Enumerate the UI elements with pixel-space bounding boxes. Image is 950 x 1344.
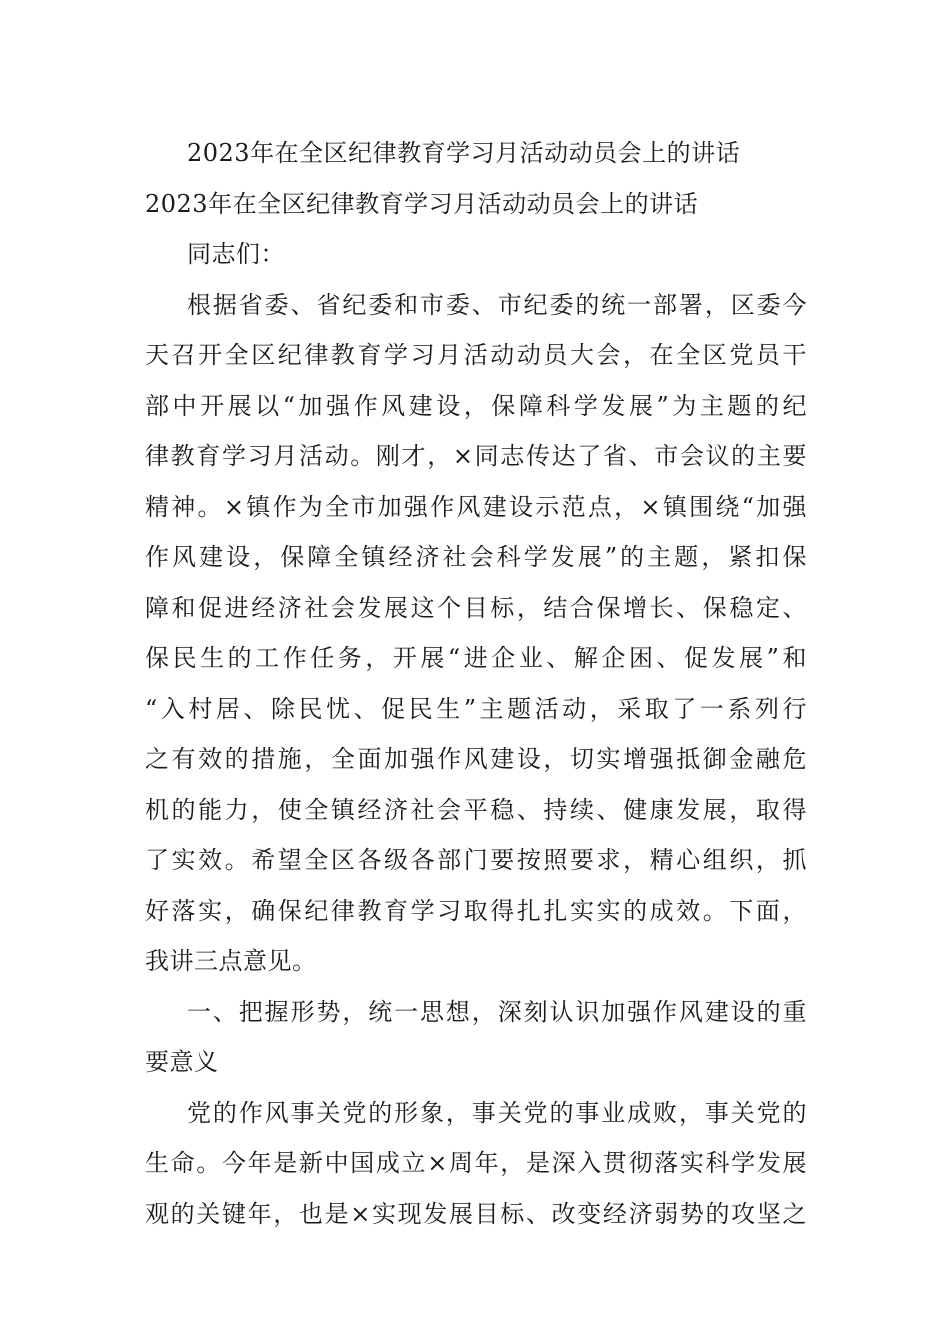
paragraph-line: 生命。今年是新中国成立×周年，是深入贯彻落实科学发展: [145, 1149, 807, 1177]
paragraph-line: 了实效。希望全区各级各部门要按照要求，精心组织，抓: [145, 846, 807, 874]
paragraph-line: 障和促进经济社会发展这个目标，结合保增长、保稳定、: [145, 593, 807, 622]
document-title-repeat: 2023年在全区纪律教育学习月活动动员会上的讲话: [145, 189, 699, 218]
paragraph-line: 保民生的工作任务，开展“进企业、解企困、促发展”和: [145, 644, 807, 672]
paragraph-line: 作风建设，保障全镇经济社会科学发展”的主题，紧扣保: [145, 543, 807, 571]
document-title: 2023年在全区纪律教育学习月活动动员会上的讲话: [187, 139, 741, 167]
section-heading-1: [145, 987, 807, 1088]
paragraph-line: 我讲三点意见。: [145, 947, 317, 975]
paragraph-line: 机的能力，使全镇经济社会平稳、持续、健康发展，取得: [145, 795, 807, 824]
paragraph-line: 之有效的措施，全面加强作风建设，切实增强抵御金融危: [145, 745, 807, 773]
paragraph-line: 观的关键年，也是×实现发展目标、改变经济弱势的攻坚之: [145, 1199, 807, 1228]
paragraph-line: 精神。×镇作为全市加强作风建设示范点，×镇围绕“加强: [145, 492, 807, 521]
heading-line: 要意义: [145, 1048, 219, 1076]
document-page: [145, 128, 807, 1239]
paragraph-line: 根据省委、省纪委和市委、市纪委的统一部署，区委今: [187, 290, 807, 319]
paragraph-line: 天召开全区纪律教育学习月活动动员大会，在全区党员干: [145, 341, 807, 369]
paragraph-line: 党的作风事关党的形象，事关党的事业成败，事关党的: [187, 1098, 807, 1127]
paragraph-line: 好落实，确保纪律教育学习取得扎扎实实的成效。下面，: [145, 896, 807, 925]
paragraph-section-1: [145, 1088, 807, 1240]
paragraph-line: 部中开展以“加强作风建设，保障科学发展”为主题的纪: [145, 391, 807, 420]
paragraph-intro: [145, 280, 807, 987]
paragraph-line: 律教育学习月活动。刚才，×同志传达了省、市会议的主要: [145, 442, 807, 470]
paragraph-line: “入村居、除民忧、促民生”主题活动，采取了一系列行: [145, 694, 807, 723]
salutation: 同志们：: [187, 240, 285, 268]
heading-line: 一、把握形势，统一思想，深刻认识加强作风建设的重: [187, 997, 807, 1026]
